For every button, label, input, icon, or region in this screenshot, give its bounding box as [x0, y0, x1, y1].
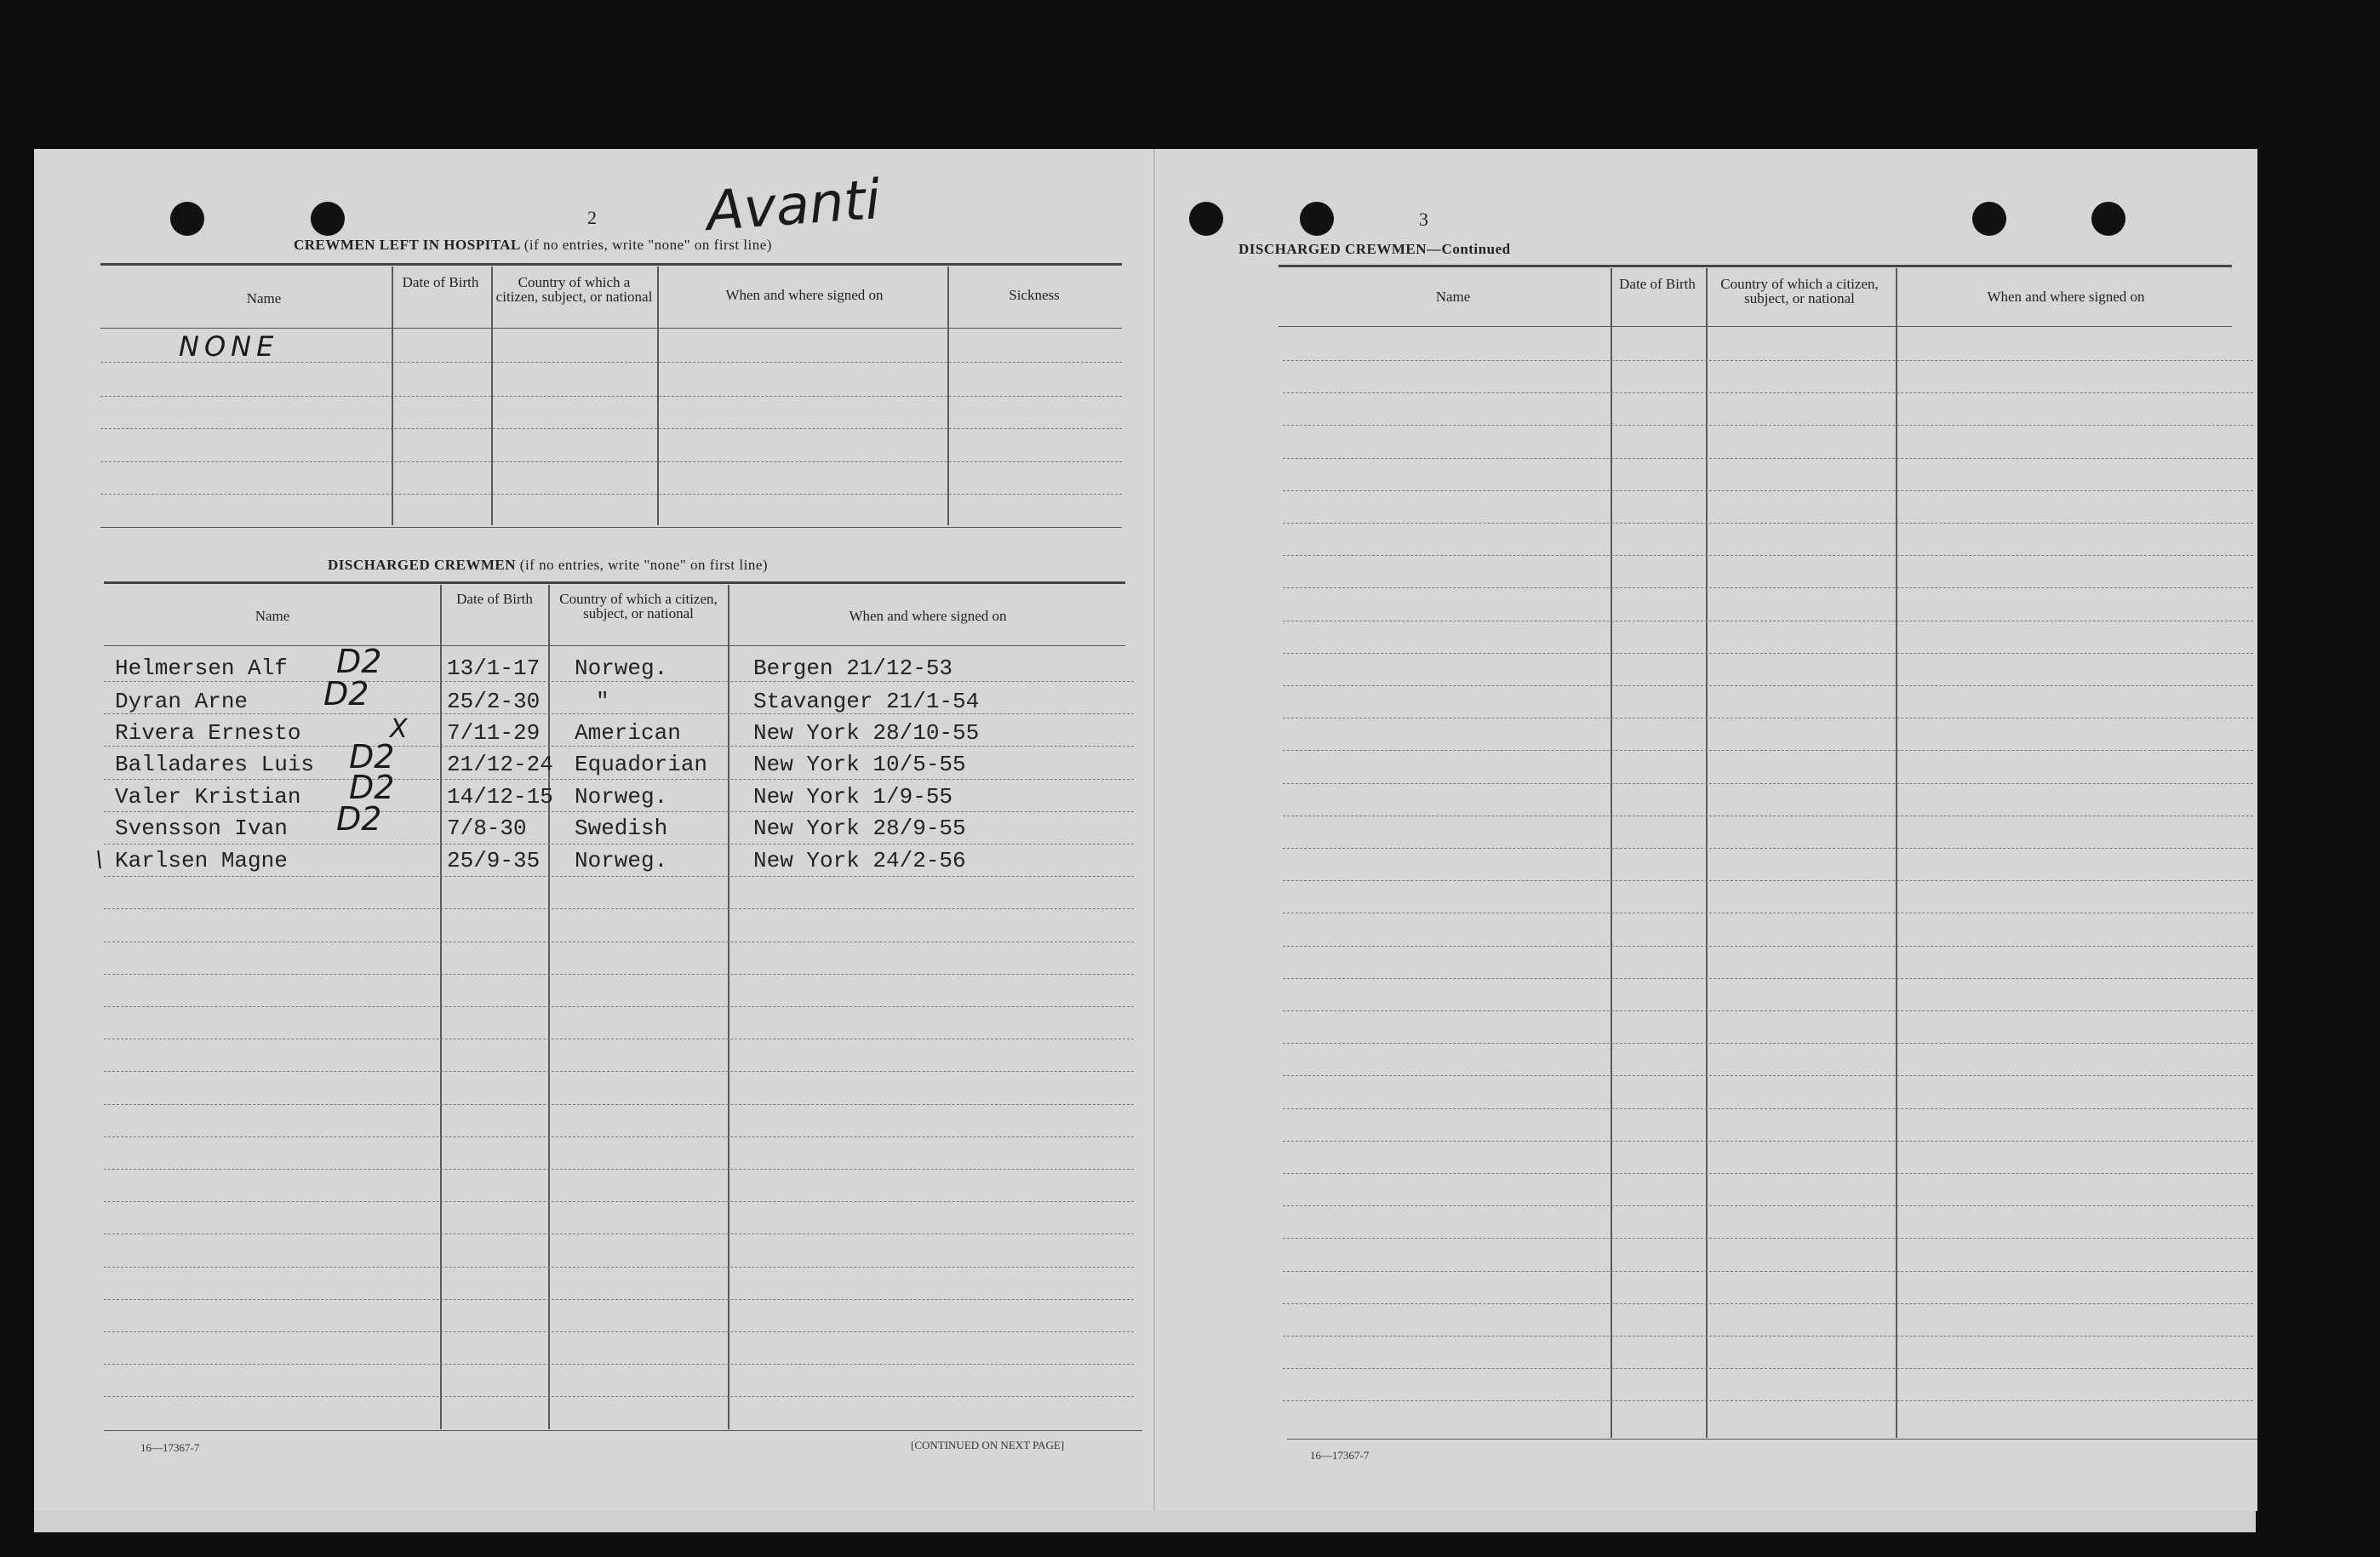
check-mark: \	[95, 847, 103, 873]
ruled-line	[1283, 978, 2253, 979]
ruled-line	[1283, 1205, 2253, 1206]
ruled-line	[1283, 1303, 2253, 1304]
ruled-line	[104, 779, 1134, 780]
ruled-line	[104, 1267, 1134, 1268]
column-header-dob: Date of Birth	[1619, 276, 1696, 292]
column-header-country: Country of which a citizen, subject, or national	[1720, 276, 1879, 306]
ruled-line	[1283, 587, 2253, 588]
ruled-line	[1283, 783, 2253, 784]
crew-dob: 25/9-35	[447, 848, 541, 873]
ruled-line	[1283, 1075, 2253, 1076]
ruled-line	[1283, 1010, 2253, 1011]
crew-signed-on: New York 28/9-55	[753, 816, 966, 841]
column-header-country: Country of which a citizen, subject, or national	[559, 591, 718, 621]
form-number: 16—17367-7	[1310, 1449, 1370, 1462]
ruled-line	[104, 811, 1134, 812]
ruled-line	[104, 1104, 1134, 1105]
column-divider	[728, 585, 729, 1429]
crew-name: Helmersen Alf	[115, 655, 288, 681]
ruled-line	[1283, 1238, 2253, 1239]
crew-name: Karlsen Magne	[115, 848, 288, 873]
column-header-name: Name	[246, 290, 282, 306]
table-bottom-rule	[104, 1430, 1142, 1431]
discharged-section-title: DISCHARGED CREWMEN (if no entries, write "none" on first line)	[328, 557, 769, 573]
crew-signed-on: Bergen 21/12-53	[753, 655, 953, 681]
ruled-line	[1283, 1141, 2253, 1142]
column-divider	[440, 585, 442, 1429]
ruled-line	[1283, 360, 2253, 361]
ruled-line	[104, 1006, 1134, 1007]
page-number: 3	[1419, 209, 1428, 230]
discharged-continued-title: DISCHARGED CREWMEN—Continued	[1239, 241, 1511, 257]
table-top-rule	[1279, 265, 2232, 267]
crew-signed-on: New York 24/2-56	[753, 848, 966, 873]
column-header-name: Name	[255, 608, 290, 624]
header-bottom-rule	[1279, 326, 2232, 327]
crew-country: Norweg.	[575, 784, 668, 810]
ruled-line	[104, 1136, 1134, 1137]
crew-name: Rivera Ernesto	[115, 720, 301, 746]
ruled-line	[1283, 490, 2253, 491]
column-divider	[548, 585, 550, 1429]
crew-country: "	[596, 689, 609, 714]
crew-signed-on: New York 28/10-55	[753, 720, 980, 746]
crew-name: Balladares Luis	[115, 752, 315, 777]
ruled-line	[1283, 685, 2253, 686]
crew-name: Dyran Arne	[115, 689, 249, 714]
ruled-line	[1283, 1271, 2253, 1272]
ruled-line	[1283, 1336, 2253, 1337]
column-divider	[1706, 268, 1708, 1438]
column-header-signed-on: When and where signed on	[725, 287, 884, 303]
crew-signed-on: New York 1/9-55	[753, 784, 953, 810]
ruled-line	[100, 461, 1122, 462]
handwritten-mark: D2	[336, 800, 382, 838]
ruled-line	[104, 1201, 1134, 1202]
column-header-country: Country of which a citizen, subject, or national	[495, 274, 653, 305]
crew-dob: 14/12-15	[447, 784, 553, 810]
ruled-line	[1283, 1400, 2253, 1401]
table-bottom-rule	[100, 527, 1122, 528]
ruled-line	[104, 974, 1134, 975]
continued-note: [CONTINUED ON NEXT PAGE]	[911, 1439, 1065, 1451]
crew-country: Swedish	[575, 816, 668, 841]
punch-hole	[170, 202, 204, 236]
crew-country: American	[575, 720, 681, 746]
punch-hole	[1972, 202, 2006, 236]
ruled-line	[104, 1331, 1134, 1332]
crew-country: Norweg.	[575, 848, 668, 873]
crew-country: Equadorian	[575, 752, 708, 777]
ruled-line	[1283, 880, 2253, 881]
form-number: 16—17367-7	[140, 1441, 200, 1454]
ruled-line	[104, 1169, 1134, 1170]
ruled-line	[1283, 848, 2253, 849]
hospital-entry-none: NONE	[179, 330, 279, 363]
ruled-line	[1283, 946, 2253, 947]
crew-country: Norweg.	[575, 655, 668, 681]
handwritten-vessel-name: Avanti	[704, 168, 883, 244]
ruled-line	[1283, 1368, 2253, 1369]
crew-name: Svensson Ivan	[115, 816, 288, 841]
ruled-line	[1283, 392, 2253, 393]
ruled-line	[100, 428, 1122, 429]
ruled-line	[104, 876, 1134, 877]
handwritten-mark: D2	[349, 738, 395, 776]
handwritten-mark: D2	[349, 769, 395, 806]
crew-dob: 13/1-17	[447, 655, 541, 681]
ruled-line	[1283, 653, 2253, 654]
handwritten-mark: X	[390, 714, 408, 744]
ruled-line	[104, 713, 1134, 714]
ruled-line	[104, 908, 1134, 909]
handwritten-mark: D2	[336, 643, 382, 680]
crew-dob: 25/2-30	[447, 689, 541, 714]
right-page	[1153, 149, 2257, 1511]
column-header-sickness: Sickness	[1009, 287, 1060, 303]
header-bottom-rule	[100, 328, 1122, 329]
document-frame	[34, 149, 2256, 1532]
ruled-line	[104, 1071, 1134, 1072]
crew-dob: 21/12-24	[447, 752, 553, 777]
crew-name: Valer Kristian	[115, 784, 301, 810]
punch-hole	[1189, 202, 1223, 236]
column-header-dob: Date of Birth	[402, 274, 479, 290]
crew-dob: 7/11-29	[447, 720, 541, 746]
hospital-section-title: CREWMEN LEFT IN HOSPITAL (if no entries, write "none" on first line)	[294, 237, 772, 253]
table-top-rule	[104, 581, 1125, 584]
left-page	[34, 149, 1153, 1511]
crew-signed-on: New York 10/5-55	[753, 752, 966, 777]
column-divider	[1896, 268, 1897, 1438]
ruled-line	[104, 1364, 1134, 1365]
ruled-line	[100, 396, 1122, 397]
punch-hole	[311, 202, 345, 236]
table-bottom-rule	[1287, 1439, 2257, 1440]
ruled-line	[1283, 750, 2253, 751]
ruled-line	[104, 746, 1134, 747]
crew-signed-on: Stavanger 21/1-54	[753, 689, 980, 714]
column-header-signed-on: When and where signed on	[1987, 289, 2145, 305]
page-number: 2	[587, 207, 597, 228]
column-header-name: Name	[1435, 289, 1471, 305]
ruled-line	[104, 681, 1134, 682]
ruled-line	[1283, 458, 2253, 459]
column-header-signed-on: When and where signed on	[849, 608, 1007, 624]
ruled-line	[1283, 425, 2253, 426]
crew-dob: 7/8-30	[447, 816, 527, 841]
ruled-line	[1283, 1108, 2253, 1109]
header-bottom-rule	[104, 645, 1125, 646]
ruled-line	[104, 1396, 1134, 1397]
table-top-rule	[100, 263, 1122, 266]
column-divider	[1611, 268, 1612, 1438]
ruled-line	[100, 494, 1122, 495]
ruled-line	[1283, 1043, 2253, 1044]
ruled-line	[1283, 1173, 2253, 1174]
ruled-line	[104, 1299, 1134, 1300]
ruled-line	[1283, 555, 2253, 556]
ruled-line	[1283, 523, 2253, 524]
column-header-dob: Date of Birth	[456, 591, 533, 607]
punch-hole	[2091, 202, 2125, 236]
handwritten-mark: D2	[323, 675, 369, 713]
punch-hole	[1300, 202, 1334, 236]
